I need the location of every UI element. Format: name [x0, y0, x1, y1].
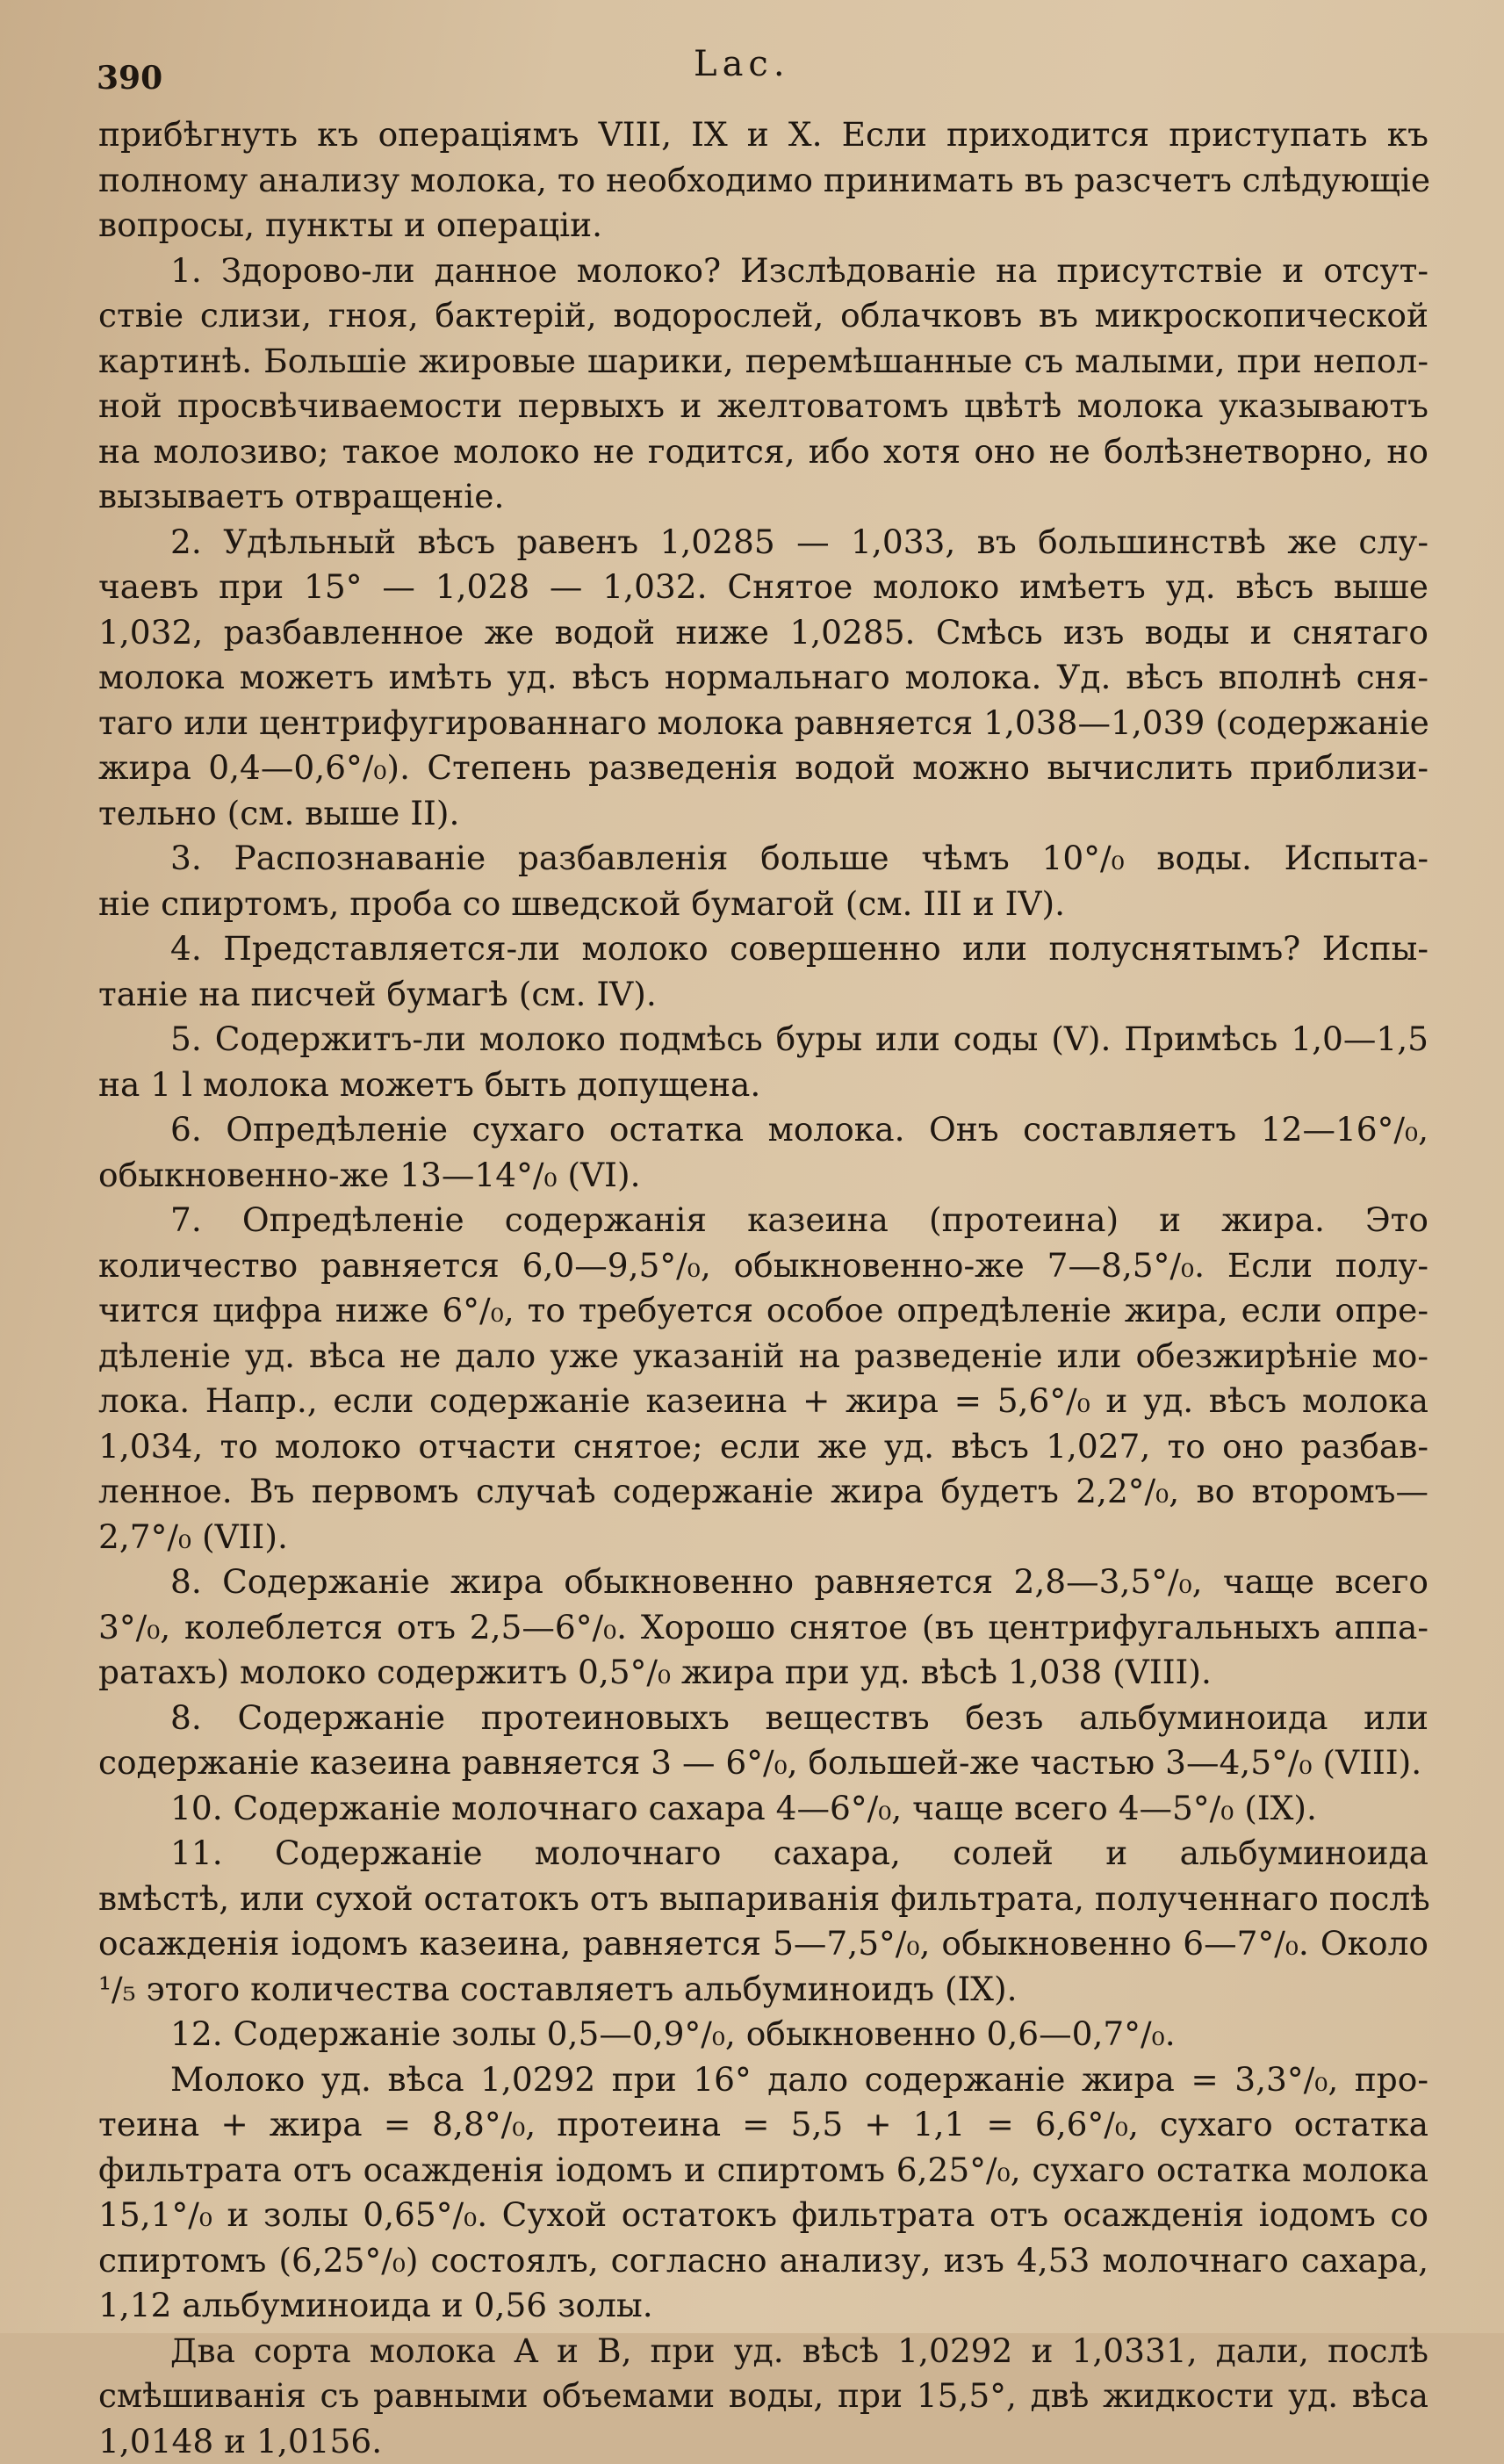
text-line: 1,034, то молоко отчасти снятое; если же уд. вѣсъ 1,027, то оно разбав-: [98, 1424, 1428, 1470]
text-line: вызываетъ отвращеніе.: [98, 474, 1428, 520]
text-line: 1,0148 и 1,0156.: [98, 2419, 1428, 2464]
text-line: 5. Содержитъ-ли молоко подмѣсь буры или соды (V). Примѣсь 1,0—1,5: [98, 1017, 1428, 1063]
text-line: 6. Опредѣленіе сухаго остатка молока. Онъ составляетъ 12—16°/₀,: [98, 1107, 1428, 1153]
text-line: 10. Содержаніе молочнаго сахара 4—6°/₀, чаще всего 4—5°/₀ (IX).: [98, 1786, 1428, 1832]
text-line: 3. Распознаваніе разбавленія больше чѣмъ 10°/₀ воды. Испыта-: [98, 836, 1428, 882]
text-line: Два сорта молока A и B, при уд. вѣсѣ 1,0292 и 1,0331, дали, послѣ: [98, 2329, 1428, 2374]
text-line: 1,12 альбуминоида и 0,56 золы.: [98, 2283, 1428, 2329]
text-line: фильтрата отъ осажденія іодомъ и спиртомъ 6,25°/₀, сухаго остатка молока: [98, 2148, 1428, 2194]
text-line: ной просвѣчиваемости первыхъ и желтоватомъ цвѣтѣ молока указываютъ: [98, 384, 1428, 429]
text-line: дѣленіе уд. вѣса не дало уже указаній на разведеніе или обезжирѣніе мо-: [98, 1334, 1428, 1380]
text-line: таніе на писчей бумагѣ (см. IV).: [98, 972, 1428, 1018]
text-line: 3°/₀, колеблется отъ 2,5—6°/₀. Хорошо снятое (въ центрифугальныхъ аппа-: [98, 1605, 1428, 1651]
text-line: чится цифра ниже 6°/₀, то требуется особое опредѣленіе жира, если опре-: [98, 1288, 1428, 1334]
text-line: спиртомъ (6,25°/₀) состоялъ, согласно анализу, изъ 4,53 молочнаго сахара,: [98, 2238, 1428, 2284]
text-line: обыкновенно-же 13—14°/₀ (VI).: [98, 1153, 1428, 1199]
text-line: вопросы, пункты и операціи.: [98, 203, 1428, 249]
text-line: 7. Опредѣленіе содержанія казеина (протеина) и жира. Это: [98, 1198, 1428, 1243]
running-title: Lac.: [694, 44, 790, 84]
text-line: ленное. Въ первомъ случаѣ содержаніе жира будетъ 2,2°/₀, во второмъ—: [98, 1469, 1428, 1515]
text-line: 1. Здорово-ли данное молоко? Изслѣдованіе на присутствіе и отсут-: [98, 249, 1428, 294]
text-line: 1,032, разбавленное же водой ниже 1,0285. Смѣсь изъ воды и снятаго: [98, 610, 1428, 656]
text-line: таго или центрифугированнаго молока равняется 1,038—1,039 (содержаніе: [98, 701, 1428, 746]
text-line: 8. Содержаніе жира обыкновенно равняется 2,8—3,5°/₀, чаще всего: [98, 1560, 1428, 1605]
text-line: ратахъ) молоко содержитъ 0,5°/₀ жира при уд. вѣсѣ 1,038 (VIII).: [98, 1650, 1428, 1696]
text-line: 8. Содержаніе протеиновыхъ веществъ безъ альбуминоида или: [98, 1696, 1428, 1741]
text-line: теина + жира = 8,8°/₀, протеина = 5,5 + 1,1 = 6,6°/₀, сухаго остатка: [98, 2102, 1428, 2148]
text-line: полному анализу молока, то необходимо принимать въ разсчетъ слѣдующіе: [98, 158, 1428, 204]
text-line: на 1 l молока можетъ быть допущена.: [98, 1063, 1428, 1108]
text-line: Молоко уд. вѣса 1,0292 при 16° дало содержаніе жира = 3,3°/₀, про-: [98, 2057, 1428, 2103]
text-line: жира 0,4—0,6°/₀). Степень разведенія водой можно вычислить приблизи-: [98, 746, 1428, 791]
page-body: [98, 112, 1428, 2464]
text-line: смѣшиванія съ равными объемами воды, при 15,5°, двѣ жидкости уд. вѣса: [98, 2374, 1428, 2419]
text-line: 2. Удѣльный вѣсъ равенъ 1,0285 — 1,033, въ большинствѣ же слу-: [98, 520, 1428, 566]
text-line: чаевъ при 15° — 1,028 — 1,032. Снятое молоко имѣетъ уд. вѣсъ выше: [98, 565, 1428, 610]
text-line: 4. Представляется-ли молоко совершенно или полуснятымъ? Испы-: [98, 926, 1428, 972]
text-line: тельно (см. выше II).: [98, 791, 1428, 837]
text-line: 2,7°/₀ (VII).: [98, 1515, 1428, 1560]
text-line: 11. Содержаніе молочнаго сахара, солей и альбуминоида: [98, 1831, 1428, 1877]
text-line: 15,1°/₀ и золы 0,65°/₀. Сухой остатокъ фильтрата отъ осажденія іодомъ со: [98, 2193, 1428, 2238]
text-line: количество равняется 6,0—9,5°/₀, обыкновенно-же 7—8,5°/₀. Если полу-: [98, 1243, 1428, 1289]
text-line: осажденія іодомъ казеина, равняется 5—7,5°/₀, обыкновенно 6—7°/₀. Около: [98, 1921, 1428, 1967]
text-line: ствіе слизи, гноя, бактерій, водорослей, облачковъ въ микроскопической: [98, 293, 1428, 339]
text-line: на молозиво; такое молоко не годится, ибо хотя оно не болѣзнетворно, но: [98, 429, 1428, 475]
text-line: лока. Напр., если содержаніе казеина + жира = 5,6°/₀ и уд. вѣсъ молока: [98, 1379, 1428, 1424]
text-line: вмѣстѣ, или сухой остатокъ отъ выпариванія фильтрата, полученнаго послѣ: [98, 1877, 1428, 1922]
text-line: ніе спиртомъ, проба со шведской бумагой (см. III и IV).: [98, 882, 1428, 927]
page-header: [97, 44, 1425, 97]
text-line: ¹/₅ этого количества составляетъ альбуминоидъ (IX).: [98, 1967, 1428, 2013]
text-line: молока можетъ имѣть уд. вѣсъ нормальнаго молока. Уд. вѣсъ вполнѣ сня-: [98, 655, 1428, 701]
page-number: 390: [97, 60, 162, 97]
text-line: картинѣ. Большіе жировые шарики, перемѣшанные съ малыми, при непол-: [98, 339, 1428, 385]
text-line: 12. Содержаніе золы 0,5—0,9°/₀, обыкновенно 0,6—0,7°/₀.: [98, 2012, 1428, 2057]
text-line: содержаніе казеина равняется 3 — 6°/₀, большей-же частью 3—4,5°/₀ (VIII).: [98, 1740, 1428, 1786]
text-line: прибѣгнуть къ операціямъ VIII, IX и X. Если приходится приступать къ: [98, 112, 1428, 158]
